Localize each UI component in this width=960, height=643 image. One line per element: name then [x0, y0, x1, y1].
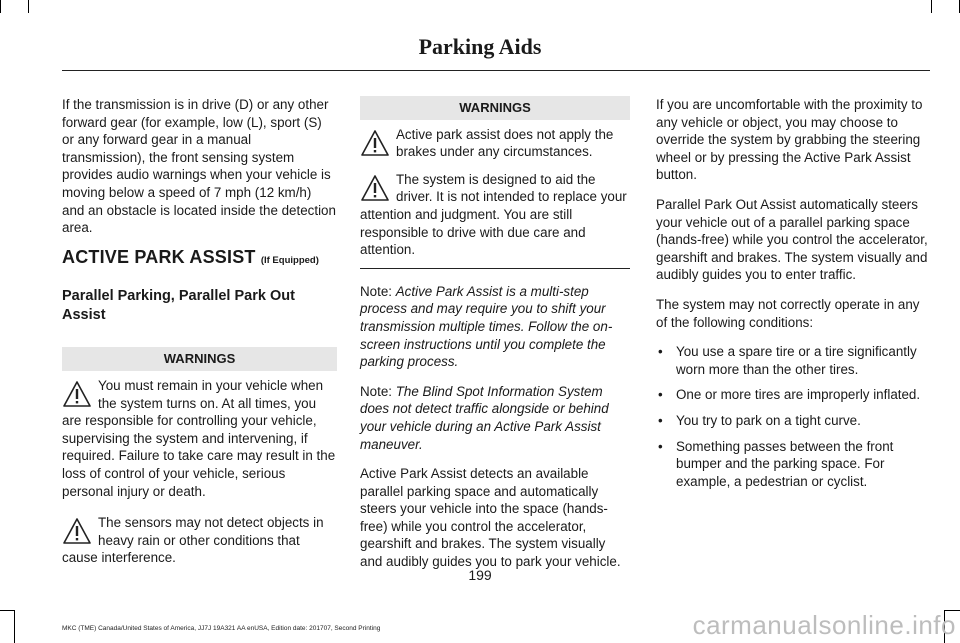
- bullet-glyph: •: [658, 438, 663, 454]
- body-paragraph: The system may not correctly operate in any of the following conditions:: [656, 296, 920, 330]
- list-item-text: You try to park on a tight curve.: [676, 412, 861, 428]
- note-label: Note:: [360, 383, 393, 399]
- bullet-glyph: •: [658, 387, 663, 403]
- list-item-text: Something passes between the front bumper and the parking space. For example, a pedestrian or cyclist.: [676, 438, 894, 489]
- intro-paragraph: If the transmission is in drive (D) or any other forward gear (for example, low (L), sport (S) or any forward gear in a manual transmission), the front sensing system provides audio warnings when your vehicle is moving below a speed of 7 mph (12 km/h) and an obstacle is located inside the detection area.: [62, 97, 336, 236]
- subsection-title: Parallel Parking, Parallel Park Out Assist: [62, 288, 295, 324]
- list-item-text: One or more tires are improperly inflated.: [676, 387, 921, 403]
- warning-triangle-icon: [62, 517, 92, 545]
- note-paragraph: [360, 283, 630, 371]
- warning-text: You must remain in your vehicle when the system turns on. At all times, you are responsible for controlling your vehicle, supervising the system and intervening, if required. Failure to take care may result in the loss of control of your vehicle, serious personal injury or death.: [62, 377, 336, 499]
- crop-mark: [0, 0, 1, 13]
- warnings-end-rule: [360, 267, 630, 269]
- note-text: The Blind Spot Information System does not detect traffic alongside or behind your vehicle during an Active Park Assist maneuver.: [360, 383, 609, 452]
- note-paragraph: [360, 383, 630, 453]
- note-label: Note:: [360, 283, 393, 299]
- page-number: 199: [468, 567, 492, 583]
- conditions-list: [656, 343, 931, 490]
- warning-item: [360, 126, 630, 161]
- column-right: [656, 96, 931, 498]
- section-title: [62, 246, 337, 270]
- crop-mark: [28, 0, 29, 13]
- body-paragraph: Parallel Park Out Assist automatically steers your vehicle out of a parallel parking space (hands-free) while you control the accelerator, gearshift and brakes. The system visually and audibly guides you to enter traffic.: [656, 196, 928, 283]
- warning-text: Active park assist does not apply the brakes under any circumstances.: [396, 126, 614, 160]
- warning-text: The system is designed to aid the driver. It is not intended to replace your attention and judgment. You are still responsible to drive with due care and attention.: [360, 171, 627, 258]
- body-paragraph: Active Park Assist detects an available parallel parking space and automatically steers your vehicle into the space (hands-free) while you control the accelerator, gearshift and brakes. The system visually and audibly guides you to park your vehicle.: [360, 466, 621, 570]
- column-middle: [360, 96, 630, 583]
- list-item: [656, 412, 931, 430]
- page-title: Parking Aids: [418, 34, 542, 59]
- list-item: [656, 438, 931, 491]
- list-item: [656, 343, 931, 378]
- warnings-heading: WARNINGS: [62, 347, 337, 371]
- bullet-glyph: •: [658, 344, 663, 360]
- warning-text: The sensors may not detect objects in heavy rain or other conditions that cause interference.: [62, 515, 324, 566]
- list-item: [656, 386, 931, 404]
- warning-triangle-icon: [360, 129, 390, 157]
- note-text: Active Park Assist is a multi-step process and may require you to shift your transmission multiple times. Follow the on-screen instructions until you complete the parking process.: [360, 283, 613, 370]
- warning-item: [62, 377, 337, 500]
- warning-triangle-icon: [360, 174, 390, 202]
- watermark: carmanualsonline.info: [692, 610, 956, 640]
- warnings-heading: WARNINGS: [360, 96, 630, 120]
- crop-mark: [0, 610, 14, 611]
- body-paragraph: If you are uncomfortable with the proximity to any vehicle or object, you may choose to override the system by grabbing the steering wheel or by pressing the Active Park Assist button.: [656, 97, 923, 183]
- crop-mark: [14, 610, 15, 643]
- section-title-qualifier: (If Equipped): [260, 254, 319, 266]
- bullet-glyph: •: [658, 412, 663, 428]
- list-item-text: You use a spare tire or a tire significantly worn more than the other tires.: [676, 344, 917, 377]
- warning-item: [360, 171, 630, 259]
- column-left: [62, 96, 337, 575]
- section-title-text: ACTIVE PARK ASSIST: [62, 246, 256, 267]
- warning-triangle-icon: [62, 380, 92, 408]
- crop-mark: [931, 0, 932, 13]
- header-divider: [62, 70, 930, 71]
- warning-item: [62, 514, 337, 567]
- footer-text: MKC (TME) Canada/United States of America, JJ7J 19A321 AA enUSA, Edition date: 201707, Second Printing: [62, 625, 381, 632]
